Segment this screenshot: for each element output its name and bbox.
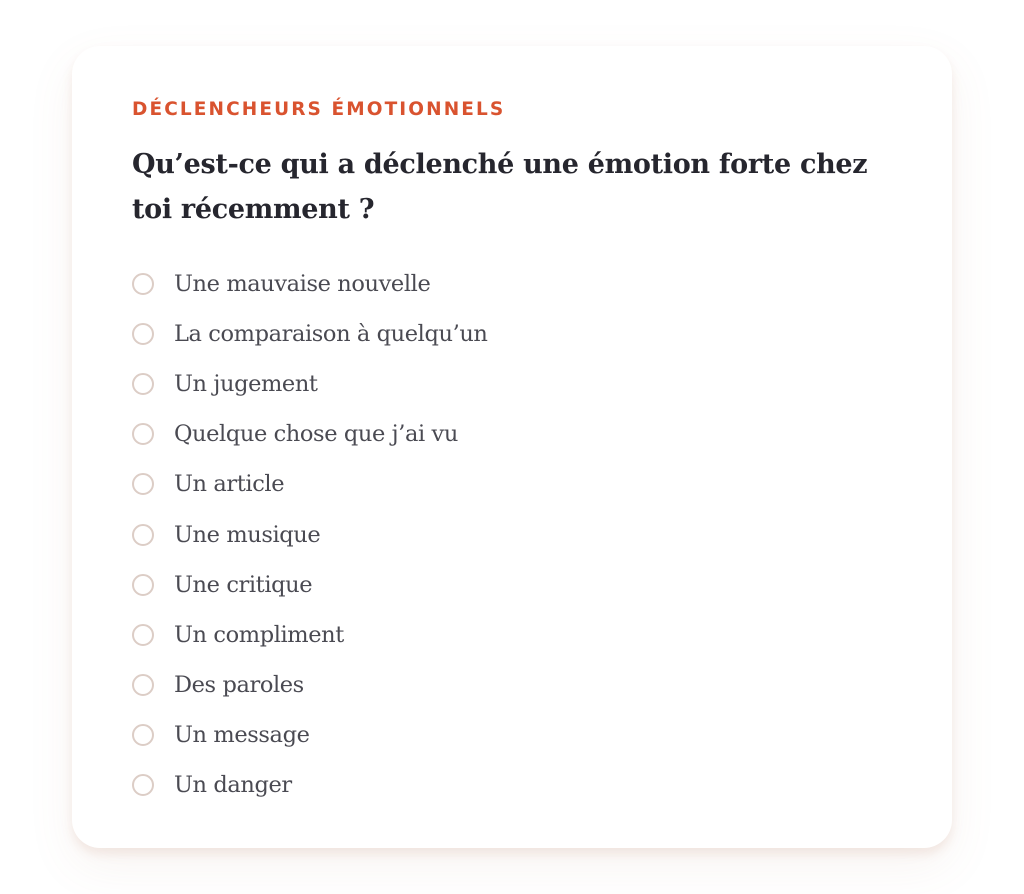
option-label: Un article — [174, 471, 285, 498]
option-label: Un message — [174, 721, 310, 748]
category-label: DÉCLENCHEURS ÉMOTIONNELS — [132, 99, 506, 120]
radio-button[interactable] — [132, 624, 154, 646]
option-label: Quelque chose que j’ai vu — [174, 421, 458, 448]
option-quelque-chose-vu[interactable] — [132, 409, 892, 459]
option-un-danger[interactable] — [132, 760, 892, 810]
question-card — [72, 46, 952, 848]
option-label: Une critique — [174, 571, 313, 598]
option-label: Des paroles — [174, 671, 304, 698]
radio-button[interactable] — [132, 423, 154, 445]
radio-button[interactable] — [132, 774, 154, 796]
option-une-critique[interactable] — [132, 560, 892, 610]
option-des-paroles[interactable] — [132, 660, 892, 710]
radio-button[interactable] — [132, 524, 154, 546]
answer-options-list — [132, 259, 892, 810]
option-label: Un danger — [174, 771, 292, 798]
option-un-message[interactable] — [132, 710, 892, 760]
radio-button[interactable] — [132, 674, 154, 696]
question-title: Qu’est-ce qui a déclenché une émotion forte chez toi récemment ? — [132, 149, 868, 225]
option-un-compliment[interactable] — [132, 610, 892, 660]
option-label: Un compliment — [174, 621, 344, 648]
option-label: Un jugement — [174, 371, 318, 398]
option-un-jugement[interactable] — [132, 359, 892, 409]
radio-button[interactable] — [132, 724, 154, 746]
option-la-comparaison[interactable] — [132, 309, 892, 359]
option-label: La comparaison à quelqu’un — [174, 321, 488, 348]
option-une-mauvaise-nouvelle[interactable] — [132, 259, 892, 309]
radio-button[interactable] — [132, 373, 154, 395]
option-label: Une mauvaise nouvelle — [174, 271, 431, 298]
option-un-article[interactable] — [132, 459, 892, 509]
option-label: Une musique — [174, 521, 321, 548]
radio-button[interactable] — [132, 273, 154, 295]
radio-button[interactable] — [132, 323, 154, 345]
option-une-musique[interactable] — [132, 509, 892, 559]
radio-button[interactable] — [132, 473, 154, 495]
radio-button[interactable] — [132, 574, 154, 596]
